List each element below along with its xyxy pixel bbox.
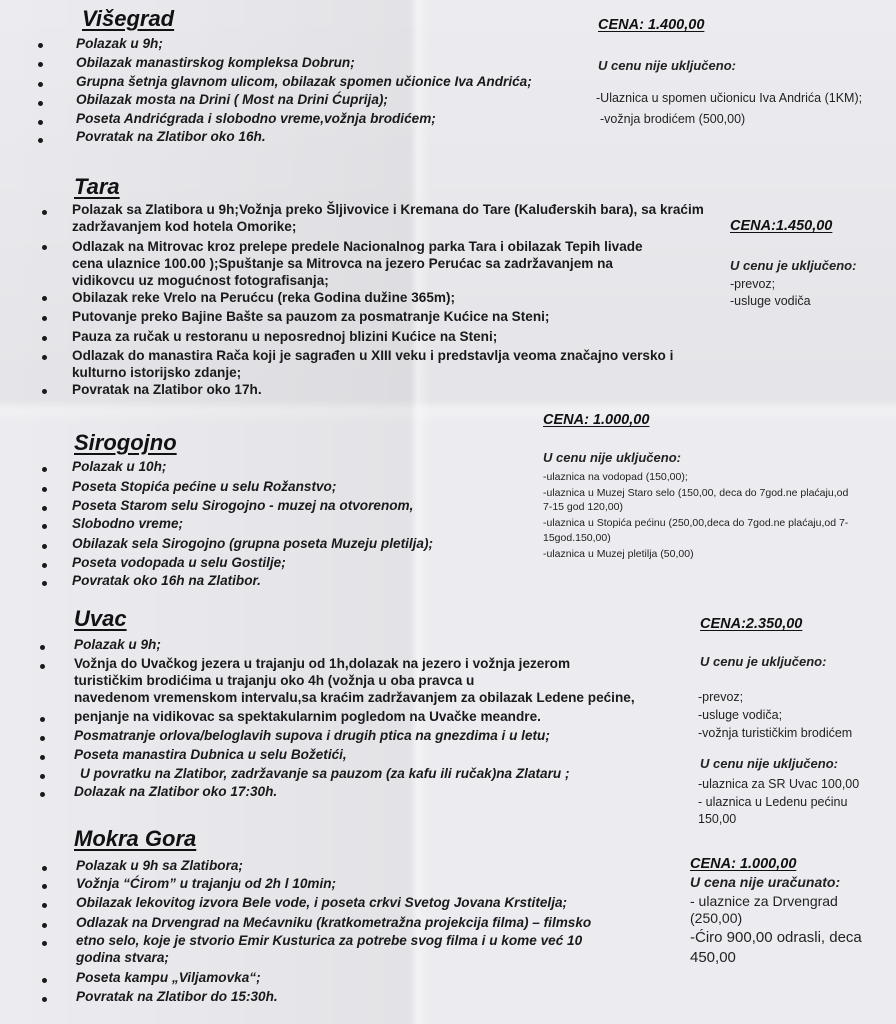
bullet-icon <box>38 138 43 143</box>
bullet-icon <box>42 467 47 472</box>
bullet-icon <box>38 82 43 87</box>
bullet-icon <box>42 923 47 928</box>
section-title-tara: Tara <box>74 174 120 199</box>
list-item: Poseta Starom selu Sirogojno - muzej na otvorenom, <box>72 498 414 513</box>
bullet-icon <box>42 941 47 946</box>
note-sirogojno: -ulaznica u Muzej pletilja (50,00) <box>543 548 694 560</box>
notes-heading-uvac: U cenu je uključeno: <box>700 654 827 669</box>
list-item: kulturno istorijsko zdanje; <box>72 365 242 380</box>
list-item: Polazak sa Zlatibora u 9h;Vožnja preko Šljivovice i Kremana do Tare (Kaluđerskih bara), sa kraćim <box>72 202 704 217</box>
bullet-icon <box>42 210 47 215</box>
note-sirogojno: -ulaznica u Muzej Staro selo (150,00, deca do 7god.ne plaćaju,od <box>543 487 849 499</box>
list-item: Poseta kampu „Viljamovka“; <box>76 970 261 985</box>
notes-heading-visegrad: U cenu nije uključeno: <box>598 58 736 73</box>
list-item: cena ulaznice 100.00 );Spuštanje sa Mitrovca na jezero Perućac sa zadržavanjem na <box>72 256 613 271</box>
bullet-icon <box>42 581 47 586</box>
list-item: penjanje na vidikovac sa spektakularnim pogledom na Uvačke meandre. <box>74 709 541 724</box>
bullet-icon <box>42 506 47 511</box>
bullet-icon <box>42 544 47 549</box>
bullet-icon <box>40 664 45 669</box>
bullet-icon <box>42 487 47 492</box>
list-item: Povratak na Zlatibor oko 17h. <box>72 382 262 397</box>
bullet-icon <box>42 978 47 983</box>
note-sirogojno: 7-15 god 120,00) <box>543 501 623 513</box>
list-item: Poseta Stopića pećine u selu Rožanstvo; <box>72 479 337 494</box>
notes-heading-sirogojno: U cenu nije uključeno: <box>543 450 681 465</box>
list-item: Poseta Andrićgrada i slobodno vreme,vožnja brodićem; <box>76 111 436 126</box>
list-item: Poseta manastira Dubnica u selu Božetići, <box>74 747 347 762</box>
notes-heading-mokra-gora: U cena nije uračunato: <box>690 874 841 890</box>
bullet-icon <box>38 43 43 48</box>
notes2-heading-uvac: U cenu nije uključeno: <box>700 756 838 771</box>
list-item: Polazak u 9h; <box>74 637 161 652</box>
list-item: vidikovcu uz mogućnost fotografisanja; <box>72 273 329 288</box>
list-item: U povratku na Zlatibor, zadržavanje sa pauzom (za kafu ili ručak)na Zlataru ; <box>80 766 570 781</box>
note-tara: -prevoz; <box>730 277 776 291</box>
list-item: Odlazak na Mitrovac kroz prelepe predele Nacionalnog parka Tara i obilazak Tepih livade <box>72 239 643 254</box>
section-title-mokra-gora: Mokra Gora <box>74 826 197 851</box>
list-item: Odlazak na Drvengrad na Mećavniku (kratkometražna projekcija filma) – filmsko <box>76 915 592 930</box>
bullet-icon <box>42 884 47 889</box>
bullet-icon <box>42 524 47 529</box>
note-uvac: -vožnja turističkim brodićem <box>698 726 853 740</box>
note-visegrad: -Ulaznica u spomen učionicu Iva Andrića (1KM); <box>596 91 863 105</box>
bullet-icon <box>42 903 47 908</box>
list-item: Povratak oko 16h na Zlatibor. <box>72 573 261 588</box>
bullet-icon <box>42 245 47 250</box>
note-mokra-gora: -Ćiro 900,00 odrasli, deca <box>690 929 862 946</box>
list-item: Poseta vodopada u selu Gostilje; <box>72 555 286 570</box>
list-item: Odlazak do manastira Rača koji je sagrađen u XIII veku i predstavlja veoma značajno versko i <box>72 348 674 363</box>
list-item: etno selo, koje je stvorio Emir Kusturica za potrebe svog filma i u kome već 10 <box>76 933 583 948</box>
list-item: Vožnja do Uvačkog jezera u trajanju od 1h,dolazak na jezero i vožnja jezerom <box>74 656 571 671</box>
note-sirogojno: -ulaznica u Stopića pećinu (250,00,deca do 7god.ne plaćaju,od 7- <box>543 517 849 529</box>
list-item: zadržavanjem kod hotela Omorike; <box>72 219 297 234</box>
bullet-icon <box>42 296 47 301</box>
list-item: Obilazak manastirskog kompleksa Dobrun; <box>76 55 355 70</box>
list-item: Grupna šetnja glavnom ulicom, obilazak spomen učionice Iva Andrića; <box>76 74 532 89</box>
list-item: Dolazak na Zlatibor oko 17:30h. <box>74 784 278 799</box>
bullet-icon <box>42 389 47 394</box>
note-uvac: 150,00 <box>698 812 737 826</box>
list-item: Putovanje preko Bajine Bašte sa pauzom za posmatranje Kućice na Steni; <box>72 309 550 324</box>
list-item: Obilazak sela Sirogojno (grupna poseta Muzeju pletilja); <box>72 536 434 551</box>
bullet-icon <box>38 101 43 106</box>
bullet-icon <box>42 997 47 1002</box>
list-item: Polazak u 9h; <box>76 36 163 51</box>
list-item: Povratak na Zlatibor do 15:30h. <box>76 989 278 1004</box>
note-mokra-gora: 450,00 <box>690 949 736 966</box>
bullet-icon <box>40 736 45 741</box>
bullet-icon <box>42 316 47 321</box>
bullet-icon <box>42 355 47 360</box>
note-uvac: -prevoz; <box>698 690 744 704</box>
bullet-icon <box>38 120 43 125</box>
price-sirogojno: CENA: 1.000,00 <box>543 412 650 428</box>
bullet-icon <box>40 792 45 797</box>
note-sirogojno: 15god.150,00) <box>543 532 611 544</box>
bullet-icon <box>40 717 45 722</box>
price-uvac: CENA:2.350,00 <box>700 616 803 632</box>
bullet-icon <box>38 62 43 67</box>
price-mokra-gora: CENA: 1.000,00 <box>690 856 797 872</box>
list-item: Povratak na Zlatibor oko 16h. <box>76 129 266 144</box>
list-item: Vožnja “Ćirom” u trajanju od 2h l 10min; <box>76 876 337 891</box>
bullet-icon <box>40 755 45 760</box>
list-item: Posmatranje orlova/beloglavih supova i drugih ptica na gnezdima i u letu; <box>74 728 550 743</box>
bullet-icon <box>42 336 47 341</box>
note-uvac: -usluge vodiča; <box>698 708 783 722</box>
note-sirogojno: -ulaznica na vodopad (150,00); <box>543 471 688 483</box>
bullet-icon <box>40 645 45 650</box>
list-item: Pauza za ručak u restoranu u neposrednoj blizini Kućice na Steni; <box>72 329 498 344</box>
list-item: Polazak u 9h sa Zlatibora; <box>76 858 243 873</box>
section-title-visegrad: Višegrad <box>82 6 175 31</box>
list-item: Polazak u 10h; <box>72 459 167 474</box>
section-title-uvac: Uvac <box>74 606 127 631</box>
section-title-sirogojno: Sirogojno <box>74 430 177 455</box>
note-uvac: - ulaznica u Ledenu pećinu <box>698 795 848 809</box>
price-visegrad: CENA: 1.400,00 <box>598 17 705 33</box>
notes-heading-tara: U cenu je uključeno: <box>730 258 857 273</box>
list-item: Slobodno vreme; <box>72 516 184 531</box>
note-uvac: -ulaznica za SR Uvac 100,00 <box>698 777 860 791</box>
note-visegrad: -vožnja brodićem (500,00) <box>600 112 746 126</box>
list-item: Obilazak reke Vrelo na Perućcu (reka Godina dužine 365m); <box>72 290 456 305</box>
price-tara: CENA:1.450,00 <box>730 218 833 234</box>
bullet-icon <box>42 563 47 568</box>
list-item: Obilazak lekovitog izvora Bele vode, i poseta crkvi Svetog Jovana Krstitelja; <box>76 895 568 910</box>
list-item: navedenom vremenskom intervalu,sa kraćim zadržavanjem za obilazak Ledene pećine, <box>74 690 635 705</box>
list-item: godina stvara; <box>76 950 169 965</box>
list-item: turističkim brodićima u trajanju oko 4h (vožnja u oba pravca u <box>74 673 475 688</box>
list-item: Obilazak mosta na Drini ( Most na Drini Ćuprija); <box>76 92 388 107</box>
note-tara: -usluge vodiča <box>730 294 811 308</box>
note-mokra-gora: - ulaznice za Drvengrad <box>690 893 838 909</box>
bullet-icon <box>40 774 45 779</box>
note-mokra-gora: (250,00) <box>690 910 743 926</box>
bullet-icon <box>42 866 47 871</box>
